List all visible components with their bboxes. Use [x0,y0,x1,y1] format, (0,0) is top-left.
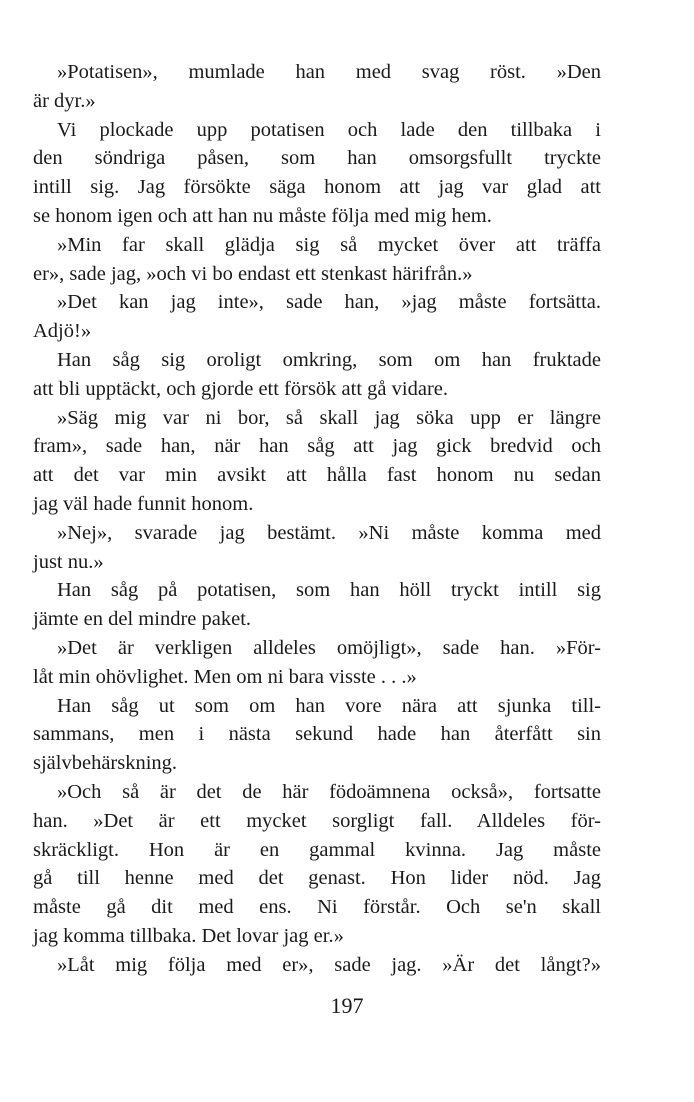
text-line: gå till henne med det genast. Hon lider nöd. Jag [33,867,601,890]
text-line: jag komma tillbaka. Det lovar jag er.» [33,924,344,947]
text-line: Han såg ut som om han vore nära att sjunka till- [57,694,601,717]
text-line: Adjö!» [33,320,92,343]
book-page-text [33,58,601,980]
text-line: se honom igen och att han nu måste följa med mig hem. [33,204,492,227]
text-line: skräckligt. Hon är en gammal kvinna. Jag måste [33,838,601,861]
text-line: Han såg på potatisen, som han höll tryckt intill sig [57,579,601,602]
page-number: 197 [330,993,364,1018]
text-line: sammans, men i nästa sekund hade han återfått sin [33,723,601,746]
text-line: är dyr.» [33,89,96,112]
text-line: fram», sade han, när han såg att jag gick bredvid och [33,435,601,458]
text-line: han. »Det är ett mycket sorgligt fall. Alldeles för- [33,809,601,832]
text-line: er», sade jag, »och vi bo endast ett stenkast härifrån.» [33,262,473,285]
text-line: just nu.» [33,550,104,573]
text-line: »Det är verkligen alldeles omöjligt», sade han. »För- [57,636,601,659]
text-line: »Min far skall glädja sig så mycket över att träffa [57,233,601,256]
text-line: den söndriga påsen, som han omsorgsfullt tryckte [33,147,601,170]
text-line: självbehärskning. [33,752,178,775]
text-line: »Potatisen», mumlade han med svag röst. »Den [57,61,601,83]
text-line: låt min ohövlighet. Men om ni bara visste . . .» [33,665,417,688]
text-line: att det var min avsikt att hålla fast honom nu sedan [33,464,601,487]
text-line: Han såg sig oroligt omkring, som om han fruktade [57,348,601,371]
text-line: »Och så är det de här födoämnena också», fortsatte [57,780,601,803]
text-line: jämte en del mindre paket. [33,608,252,631]
text-line: att bli upptäckt, och gjorde ett försök att gå vidare. [33,377,448,400]
text-line: Vi plockade upp potatisen och lade den tillbaka i [57,118,601,141]
text-line: »Låt mig följa med er», sade jag. »Är det långt?» [57,953,601,976]
text-line: »Det kan jag inte», sade han, »jag måste fortsätta. [57,291,601,314]
text-line: måste gå dit med ens. Ni förstår. Och se'n skall [33,896,601,919]
text-line: »Säg mig var ni bor, så skall jag söka upp er längre [57,406,601,429]
text-line: intill sig. Jag försökte säga honom att jag var glad att [33,176,601,199]
text-line: jag väl hade funnit honom. [33,492,254,515]
text-line: »Nej», svarade jag bestämt. »Ni måste komma med [57,521,601,544]
